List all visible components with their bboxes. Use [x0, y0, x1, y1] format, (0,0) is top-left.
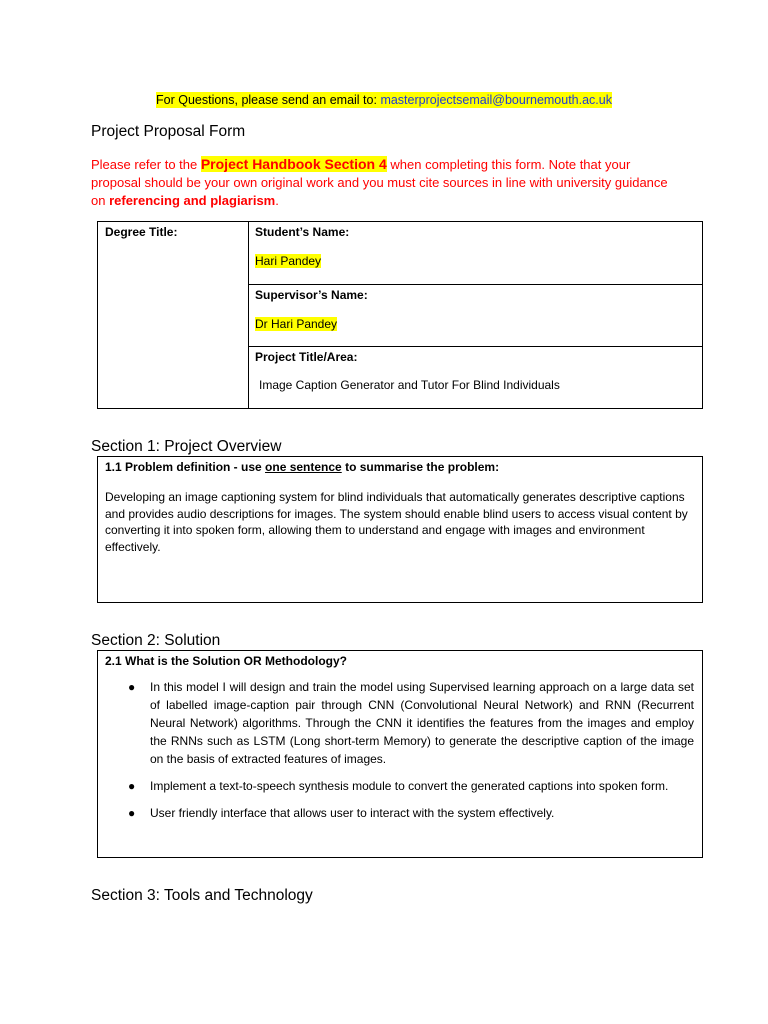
referencing-link[interactable]: referencing and plagiarism — [109, 193, 276, 208]
problem-question-emphasis: one sentence — [265, 460, 342, 474]
problem-question-prefix: 1.1 Problem definition - use — [105, 460, 266, 474]
list-item — [98, 804, 694, 822]
bullet-icon: ● — [128, 680, 136, 694]
email-highlight — [156, 92, 612, 108]
bullet-icon: ● — [128, 806, 136, 820]
solution-bullet-2[interactable]: Implement a text-to-speech synthesis module to convert the generated captions into spoken form. — [150, 779, 669, 793]
problem-answer[interactable]: Developing an image captioning system for blind individuals that automatically generates descriptive captions and provides audio descriptions for images. The system should enable blind users to access visual content by converting it into spoken form, allowing them to understand and engage with images and environment effectively. — [105, 490, 688, 554]
problem-definition-box — [97, 456, 703, 603]
degree-label: Degree Title: — [105, 225, 178, 239]
problem-question — [105, 460, 499, 474]
page-title: Project Proposal Form — [91, 123, 246, 140]
supervisor-cell — [249, 285, 703, 347]
notice-text-2: when completing this form. Note that your proposal should be your own original work and you must cite sources in line with university guidance on — [91, 157, 668, 208]
handbook-link[interactable]: Project Handbook Section 4 — [200, 156, 387, 172]
project-title-field[interactable]: Image Caption Generator and Tutor For Blind Individuals — [259, 378, 560, 392]
bullet-icon: ● — [128, 779, 136, 793]
list-item — [98, 777, 694, 795]
notice-text-3: . — [275, 193, 279, 208]
list-item — [98, 678, 694, 768]
solution-bullet-1[interactable]: In this model I will design and train the model using Supervised learning approach on a large data set of labelled image-caption pair through CNN (Convolutional Neural Network) and RNN (Recurrent Neural Network) algorithms. Through the CNN it identifies the features from the images and employ the RNNs such as LSTM (Long short-term Memory) to generate the descriptive caption of the image on the basis of extracted features of images. — [150, 680, 694, 766]
solution-box — [97, 650, 703, 858]
section2-heading: Section 2: Solution — [91, 632, 221, 649]
email-prefix: For Questions, please send an email to: — [156, 93, 381, 107]
supervisor-label: Supervisor’s Name: — [255, 288, 368, 302]
student-cell — [249, 222, 703, 285]
solution-bullet-3[interactable]: User friendly interface that allows user to interact with the system effectively. — [150, 806, 555, 820]
problem-question-suffix: to summarise the problem: — [341, 460, 500, 474]
solution-question: 2.1 What is the Solution OR Methodology? — [105, 654, 347, 668]
student-label: Student’s Name: — [255, 225, 350, 239]
details-table — [97, 221, 703, 409]
section3-heading: Section 3: Tools and Technology — [91, 887, 313, 904]
supervisor-name-field[interactable]: Dr Hari Pandey — [255, 317, 338, 331]
project-label: Project Title/Area: — [255, 350, 358, 364]
notice-text-1: Please refer to the — [91, 157, 201, 172]
email-link[interactable]: masterprojectsemail@bournemouth.ac.uk — [380, 93, 612, 107]
section1-heading: Section 1: Project Overview — [91, 438, 282, 455]
student-name-field[interactable]: Hari Pandey — [255, 254, 322, 268]
degree-cell — [98, 222, 249, 409]
instructions-notice — [91, 155, 671, 210]
project-cell — [249, 347, 703, 409]
solution-list — [98, 678, 694, 831]
contact-email-line — [0, 93, 768, 107]
